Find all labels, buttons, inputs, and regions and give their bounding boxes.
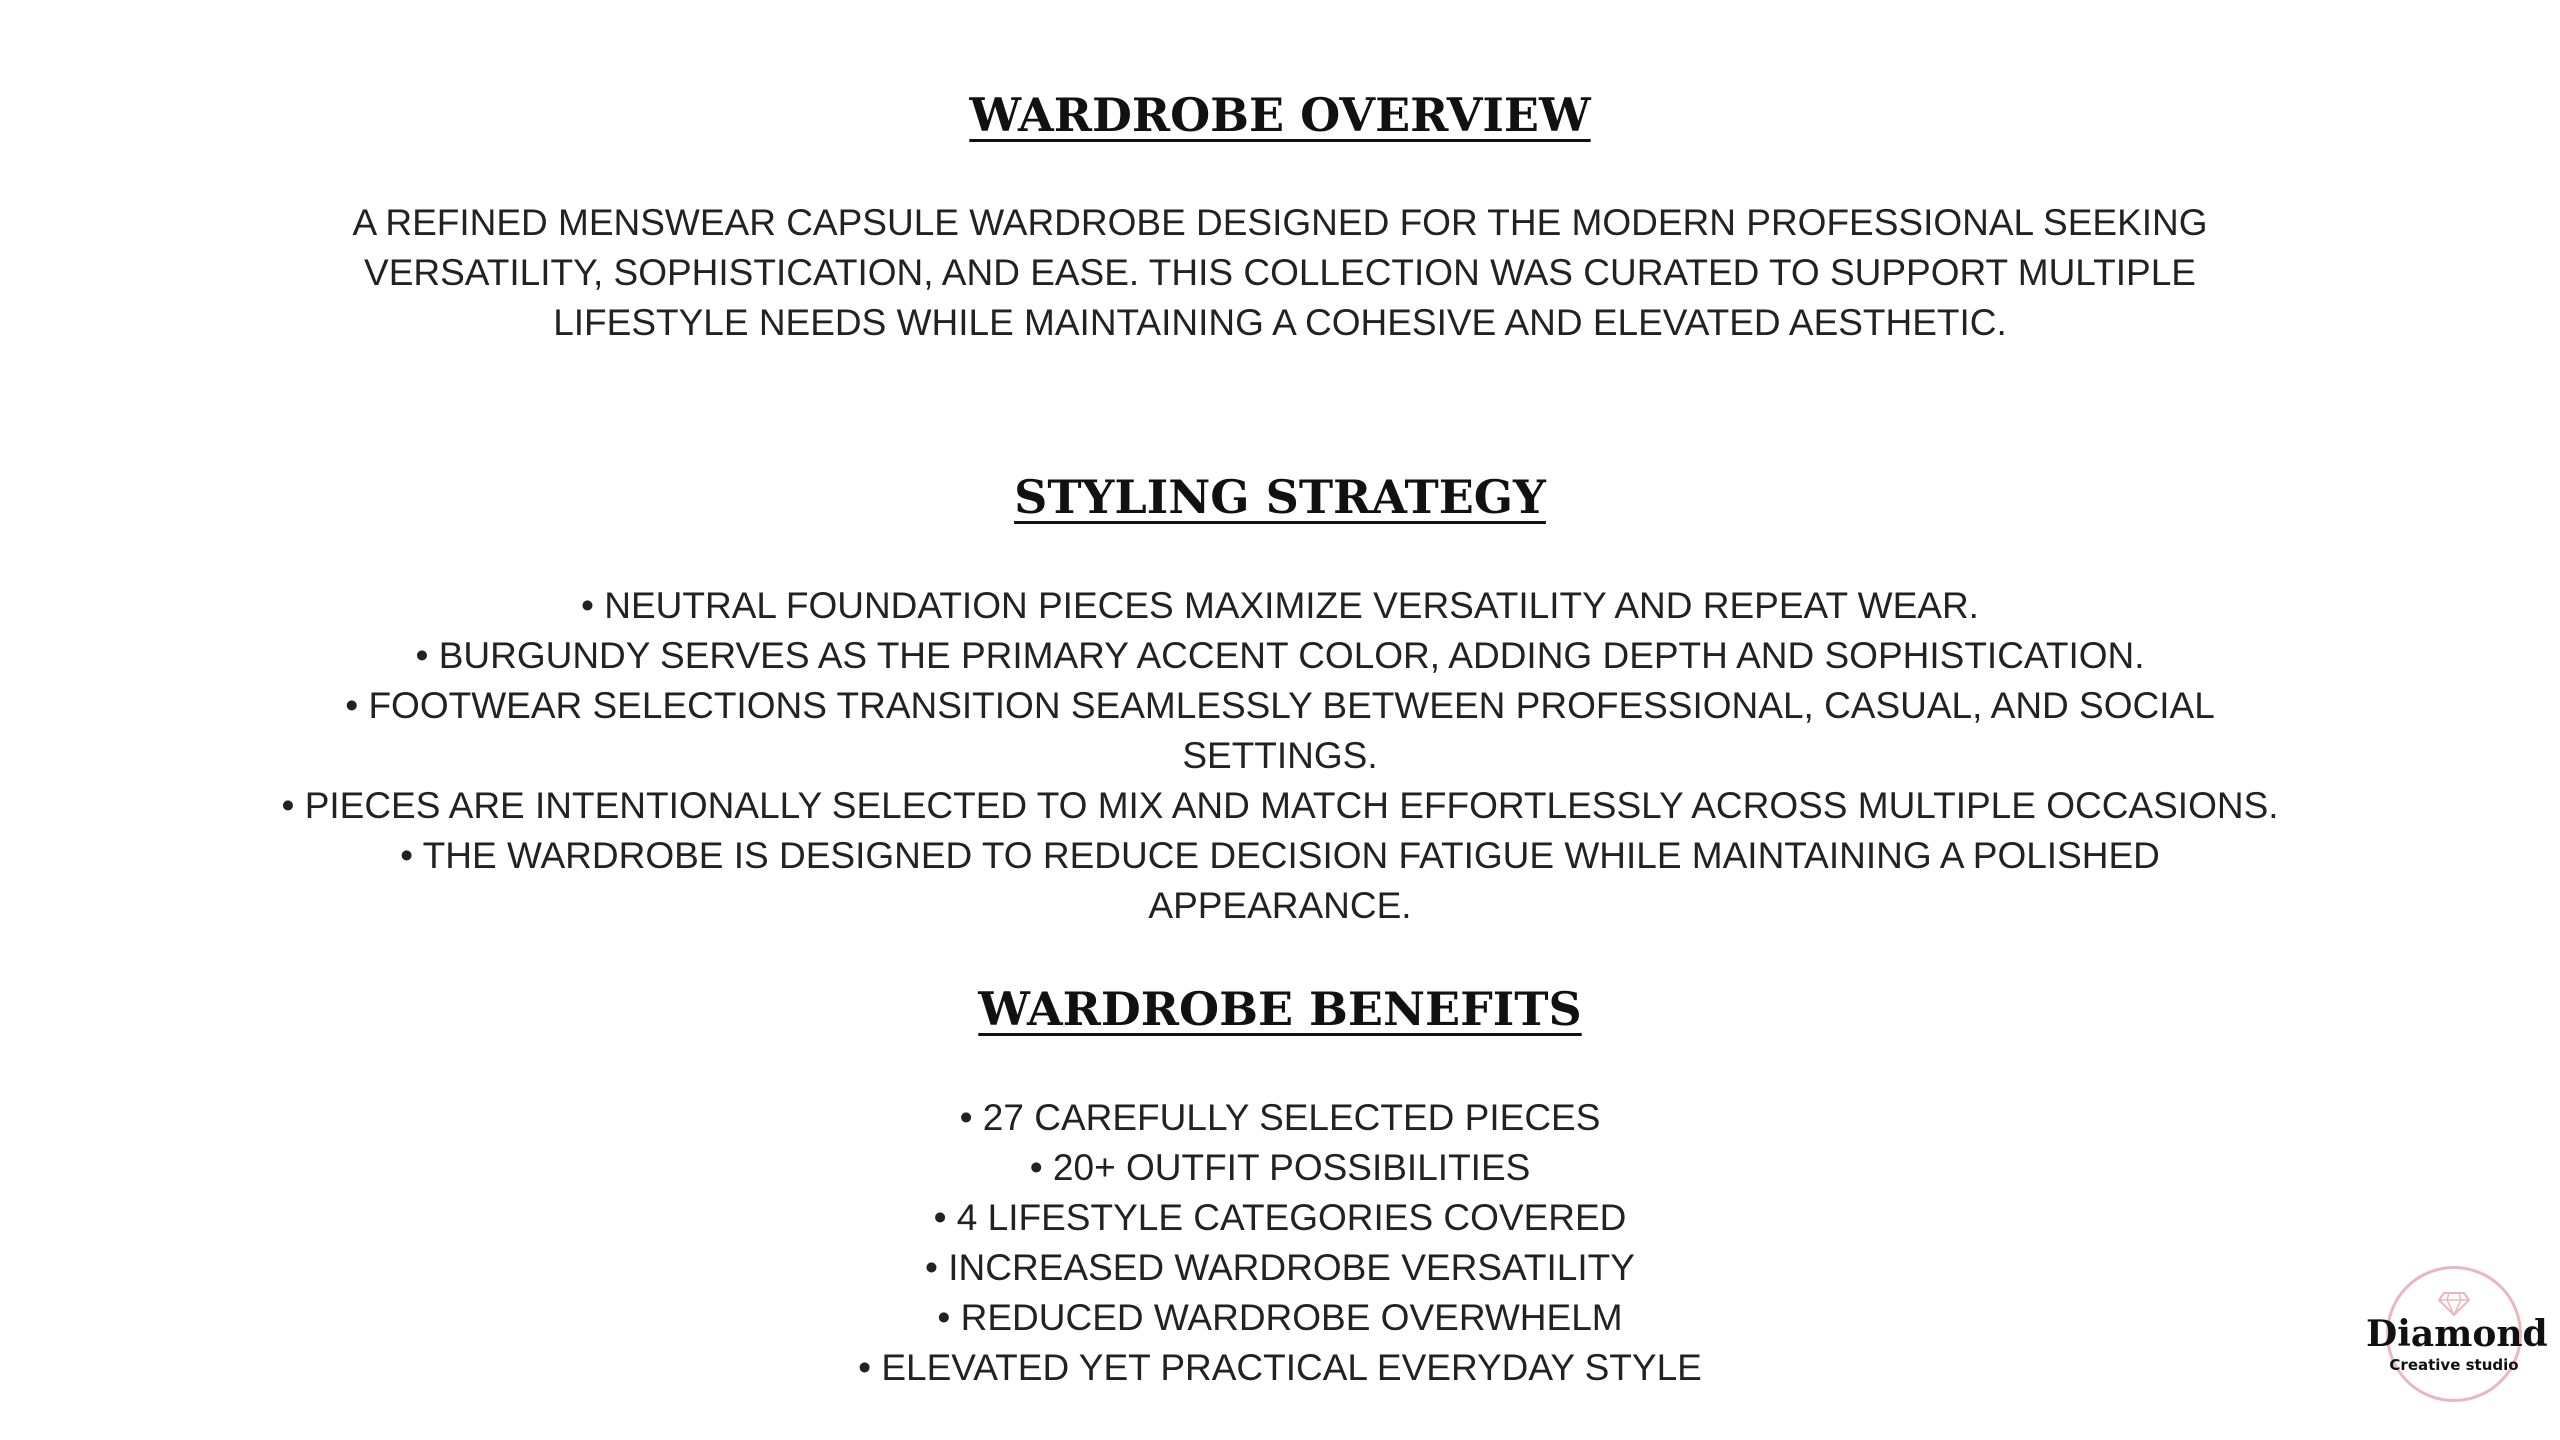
strategy-line: APPEARANCE. [1148, 885, 1412, 926]
logo-title: Diamond [2366, 1313, 2548, 1355]
benefit-item: • REDUCED WARDROBE OVERWHELM [937, 1297, 1623, 1338]
overview-line: VERSATILITY, SOPHISTICATION, AND EASE. THIS COLLECTION WAS CURATED TO SUPPORT MULTIPLE [364, 252, 2196, 293]
strategy-line: • PIECES ARE INTENTIONALLY SELECTED TO MIX AND MATCH EFFORTLESSLY ACROSS MULTIPLE OCCASIONS. [281, 785, 2279, 826]
strategy-line: • NEUTRAL FOUNDATION PIECES MAXIMIZE VERSATILITY AND REPEAT WEAR. [581, 585, 1979, 626]
benefit-item: • INCREASED WARDROBE VERSATILITY [925, 1247, 1635, 1288]
strategy-line: SETTINGS. [1182, 735, 1378, 776]
strategy-line: • BURGUNDY SERVES AS THE PRIMARY ACCENT COLOR, ADDING DEPTH AND SOPHISTICATION. [415, 635, 2145, 676]
styling-strategy-list [0, 581, 2560, 931]
strategy-line: • THE WARDROBE IS DESIGNED TO REDUCE DECISION FATIGUE WHILE MAINTAINING A POLISHED [400, 835, 2160, 876]
strategy-line: • FOOTWEAR SELECTIONS TRANSITION SEAMLESSLY BETWEEN PROFESSIONAL, CASUAL, AND SOCIAL [345, 685, 2215, 726]
styling-strategy-heading: STYLING STRATEGY [1014, 470, 1546, 524]
benefit-item: • 27 CAREFULLY SELECTED PIECES [959, 1097, 1601, 1138]
benefit-item: • 20+ OUTFIT POSSIBILITIES [1029, 1147, 1531, 1188]
wardrobe-benefits-heading: WARDROBE BENEFITS [978, 982, 1582, 1036]
benefit-item: • ELEVATED YET PRACTICAL EVERYDAY STYLE [858, 1347, 1702, 1388]
diamond-studio-logo [2366, 1264, 2548, 1414]
wardrobe-overview-heading: WARDROBE OVERVIEW [969, 88, 1591, 142]
logo-subtitle: Creative studio [2389, 1356, 2519, 1374]
benefit-item: • 4 LIFESTYLE CATEGORIES COVERED [933, 1197, 1627, 1238]
overview-line: LIFESTYLE NEEDS WHILE MAINTAINING A COHESIVE AND ELEVATED AESTHETIC. [553, 302, 2007, 343]
overview-line: A REFINED MENSWEAR CAPSULE WARDROBE DESIGNED FOR THE MODERN PROFESSIONAL SEEKING [352, 202, 2208, 243]
wardrobe-benefits-list [0, 1093, 2560, 1393]
wardrobe-overview-text [0, 198, 2560, 348]
